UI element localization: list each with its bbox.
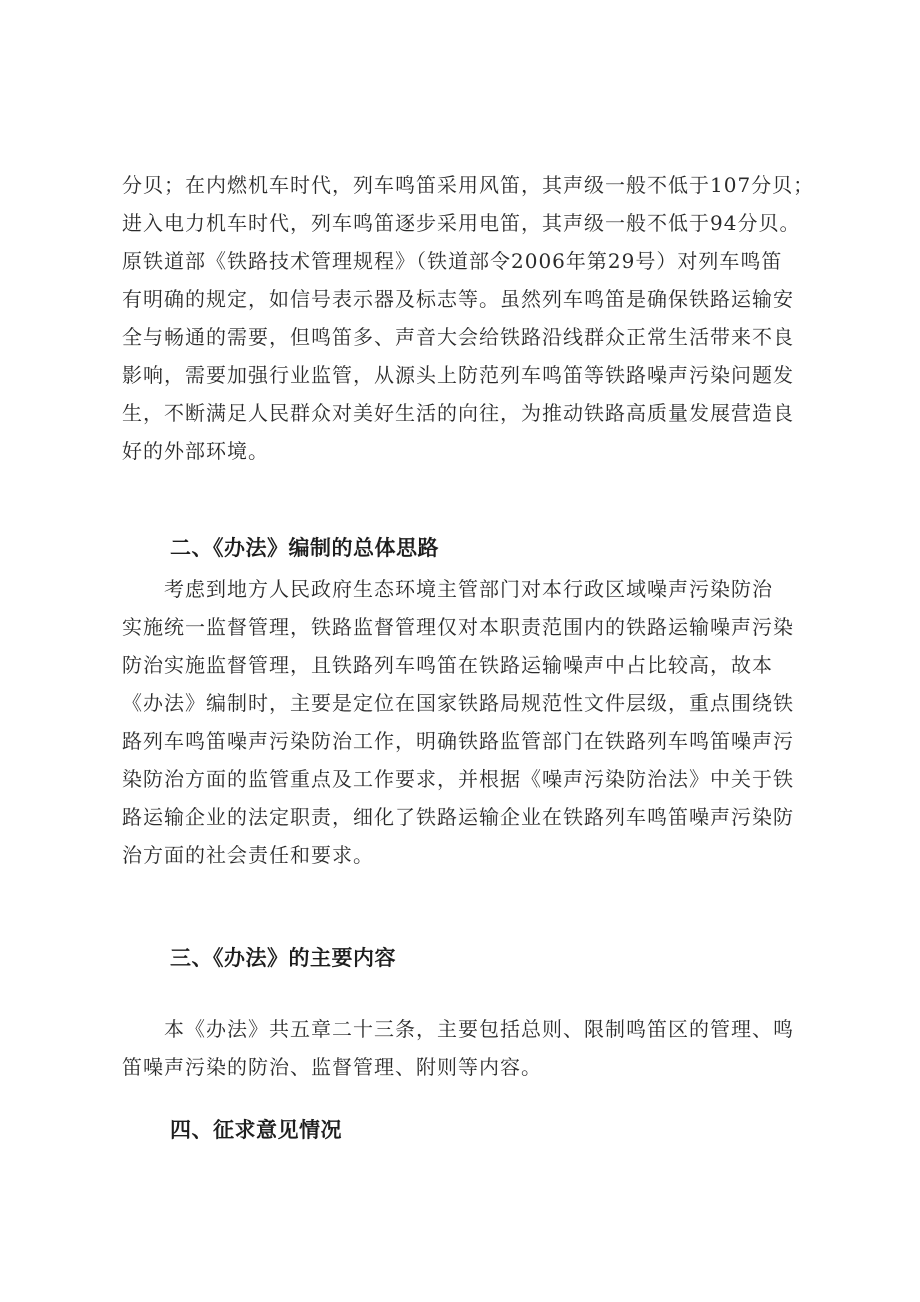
- paragraph-main-content: [122, 1010, 822, 1086]
- section-heading-consultation: 四、征求意见情况: [170, 1118, 342, 1142]
- text-line: 全与畅通的需要，但鸣笛多、声音大会给铁路沿线群众正常生活带来不良: [122, 325, 794, 349]
- text-line: 染防治方面的监管重点及工作要求，并根据《噪声污染防治法》中关于铁: [122, 767, 794, 791]
- text-line: 好的外部环境。: [122, 439, 269, 463]
- text-line: 生，不断满足人民群众对美好生活的向往，为推动铁路高质量发展营造良: [122, 401, 794, 425]
- text-line: 分贝；在内燃机车时代，列车鸣笛采用风笛，其声级一般不低于107分贝；: [122, 173, 815, 197]
- text-line: 防治实施监督管理，且铁路列车鸣笛在铁路运输噪声中占比较高，故本: [122, 653, 773, 677]
- text-line: 笛噪声污染的防治、监督管理、附则等内容。: [122, 1055, 542, 1079]
- text-line: 本《办法》共五章二十三条，主要包括总则、限制鸣笛区的管理、鸣: [122, 1017, 794, 1041]
- text-line: 治方面的社会责任和要求。: [122, 843, 374, 867]
- text-line: 影响，需要加强行业监管，从源头上防范列车鸣笛等铁路噪声污染问题发: [122, 363, 794, 387]
- text-line: 《办法》编制时，主要是定位在国家铁路局规范性文件层级，重点围绕铁: [122, 691, 794, 715]
- text-line: 原铁道部《铁路技术管理规程》（铁道部令2006年第29号）对列车鸣笛: [122, 249, 783, 273]
- text-line: 路列车鸣笛噪声污染防治工作，明确铁路监管部门在铁路列车鸣笛噪声污: [122, 729, 794, 753]
- section-heading-main-content: 三、《办法》的主要内容: [170, 946, 396, 970]
- paragraph-approach: [122, 570, 822, 874]
- text-line: 有明确的规定，如信号表示器及标志等。虽然列车鸣笛是确保铁路运输安: [122, 287, 794, 311]
- paragraph-noise-background: [122, 166, 822, 470]
- text-line: 路运输企业的法定职责，细化了铁路运输企业在铁路列车鸣笛噪声污染防: [122, 805, 794, 829]
- text-line: 考虑到地方人民政府生态环境主管部门对本行政区域噪声污染防治: [122, 577, 773, 601]
- text-line: 进入电力机车时代，列车鸣笛逐步采用电笛，其声级一般不低于94分贝。: [122, 211, 801, 235]
- text-line: 实施统一监督管理，铁路监督管理仅对本职责范围内的铁路运输噪声污染: [122, 615, 794, 639]
- section-heading-approach: 二、《办法》编制的总体思路: [170, 536, 439, 560]
